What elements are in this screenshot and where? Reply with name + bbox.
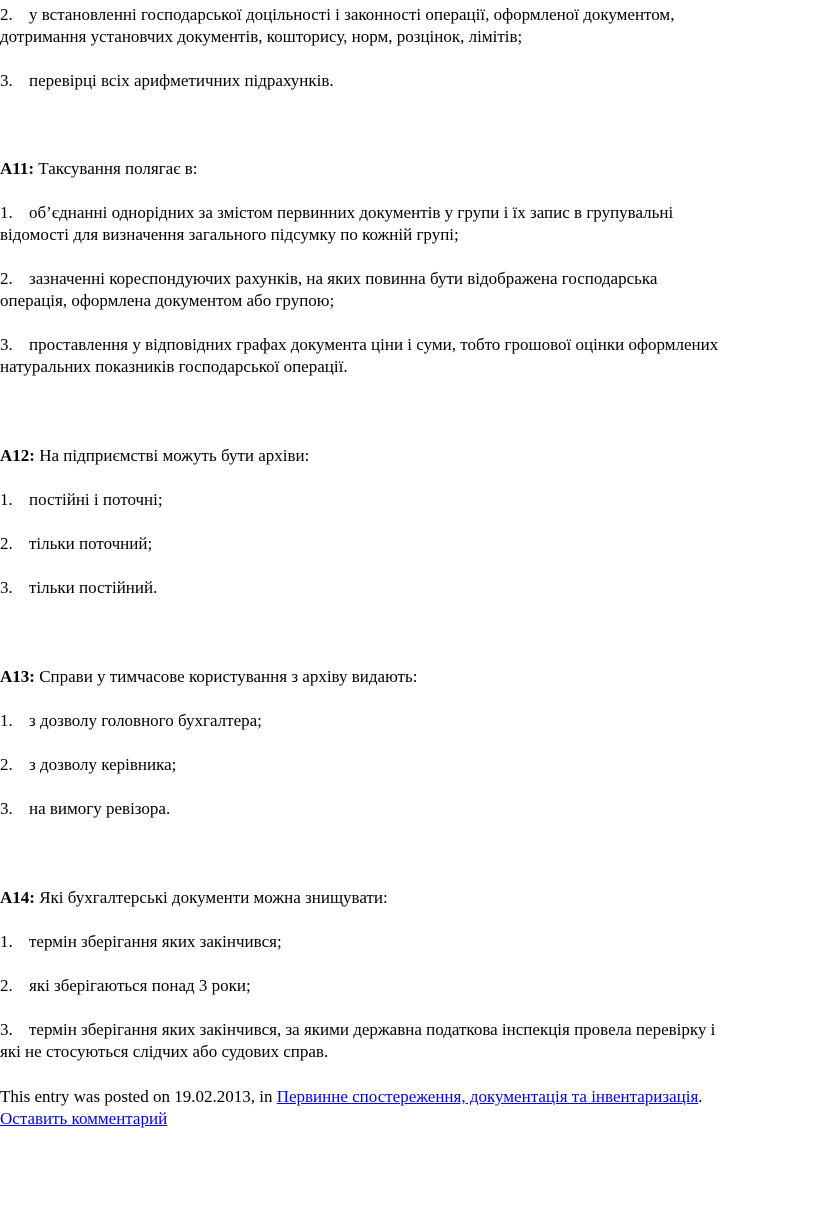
- a14-option-1: 1. термін зберігання яких закінчився;: [0, 932, 282, 951]
- a11-option-1-line-1: 1. об’єднанні однорідних за змістом первинних документів у групи і їх запис в групувальні: [0, 203, 674, 222]
- a11-option-3-line-1: 3. проставлення у відповідних графах документа ціни і суми, тобто грошової оцінки оформлених: [0, 335, 719, 354]
- a11-option-2-line-2: операція, оформлена документом або групою;: [0, 291, 335, 310]
- question-text: Таксування полягає в:: [38, 159, 198, 178]
- a13-option-1: 1. з дозволу головного бухгалтера;: [0, 711, 262, 730]
- leave-comment-link[interactable]: Оставить комментарий: [0, 1109, 168, 1128]
- a14-option-2: 2. які зберігаються понад 3 роки;: [0, 976, 251, 995]
- question-a13: [0, 666, 810, 687]
- a13-option-2: 2. з дозволу керівника;: [0, 755, 177, 774]
- question-label: А13:: [0, 667, 35, 686]
- option-number: 1.: [0, 203, 13, 222]
- option-number: 1.: [0, 490, 13, 509]
- prev-option-2-line-1: 2. у встановленні господарської доцільності і законності операції, оформленої документом,: [0, 5, 675, 24]
- a12-option-3: 3. тільки постійний.: [0, 578, 158, 597]
- question-a14: [0, 887, 810, 908]
- prev-option-3: 3. перевірці всіх арифметичних підрахунків.: [0, 71, 334, 90]
- a14-option-3-line-1: 3. термін зберігання яких закінчився, за якими державна податкова інспекція провела перевірку і: [0, 1020, 716, 1039]
- a11-option-1-line-2: відомості для визначення загального підсумку по кожній групі;: [0, 225, 459, 244]
- post-meta-prefix: This entry was posted on 19.02.2013, in: [0, 1087, 277, 1106]
- question-label: А14:: [0, 888, 35, 907]
- a13-option-3: 3. на вимогу ревізора.: [0, 799, 171, 818]
- category-link[interactable]: Первинне спостереження, документація та інвентаризація: [276, 1087, 699, 1106]
- option-number: 3.: [0, 335, 13, 354]
- a11-option-3-line-2: натуральних показників господарської операції.: [0, 357, 348, 376]
- option-number: 3.: [0, 578, 13, 597]
- question-text: Справи у тимчасове користування з архіву видають:: [39, 667, 418, 686]
- comment-line: [0, 1108, 810, 1129]
- question-text: Які бухгалтерські документи можна знищувати:: [39, 888, 388, 907]
- question-a11: [0, 158, 810, 179]
- option-number: 2.: [0, 534, 13, 553]
- option-number: 2.: [0, 5, 13, 24]
- option-number: 2.: [0, 269, 13, 288]
- a12-option-2: 2. тільки поточний;: [0, 534, 153, 553]
- a14-option-3-line-2: які не стосуються слідчих або судових справ.: [0, 1042, 329, 1061]
- option-number: 1.: [0, 711, 13, 730]
- question-label: А12:: [0, 446, 35, 465]
- option-number: 3.: [0, 71, 13, 90]
- prev-option-2-line-2: дотримання установчих документів, кошторису, норм, розцінок, лімітів;: [0, 27, 523, 46]
- a11-option-2-line-1: 2. зазначенні кореспондуючих рахунків, на яких повинна бути відображена господарська: [0, 269, 658, 288]
- option-number: 1.: [0, 932, 13, 951]
- option-number: 2.: [0, 976, 13, 995]
- post-meta-suffix: .: [698, 1087, 703, 1106]
- question-text: На підприємстві можуть бути архіви:: [39, 446, 310, 465]
- option-number: 2.: [0, 755, 13, 774]
- option-number: 3.: [0, 799, 13, 818]
- option-number: 3.: [0, 1020, 13, 1039]
- post-meta: [0, 1086, 810, 1107]
- question-a12: [0, 445, 810, 466]
- question-label: А11:: [0, 159, 34, 178]
- a12-option-1: 1. постійні і поточні;: [0, 490, 163, 509]
